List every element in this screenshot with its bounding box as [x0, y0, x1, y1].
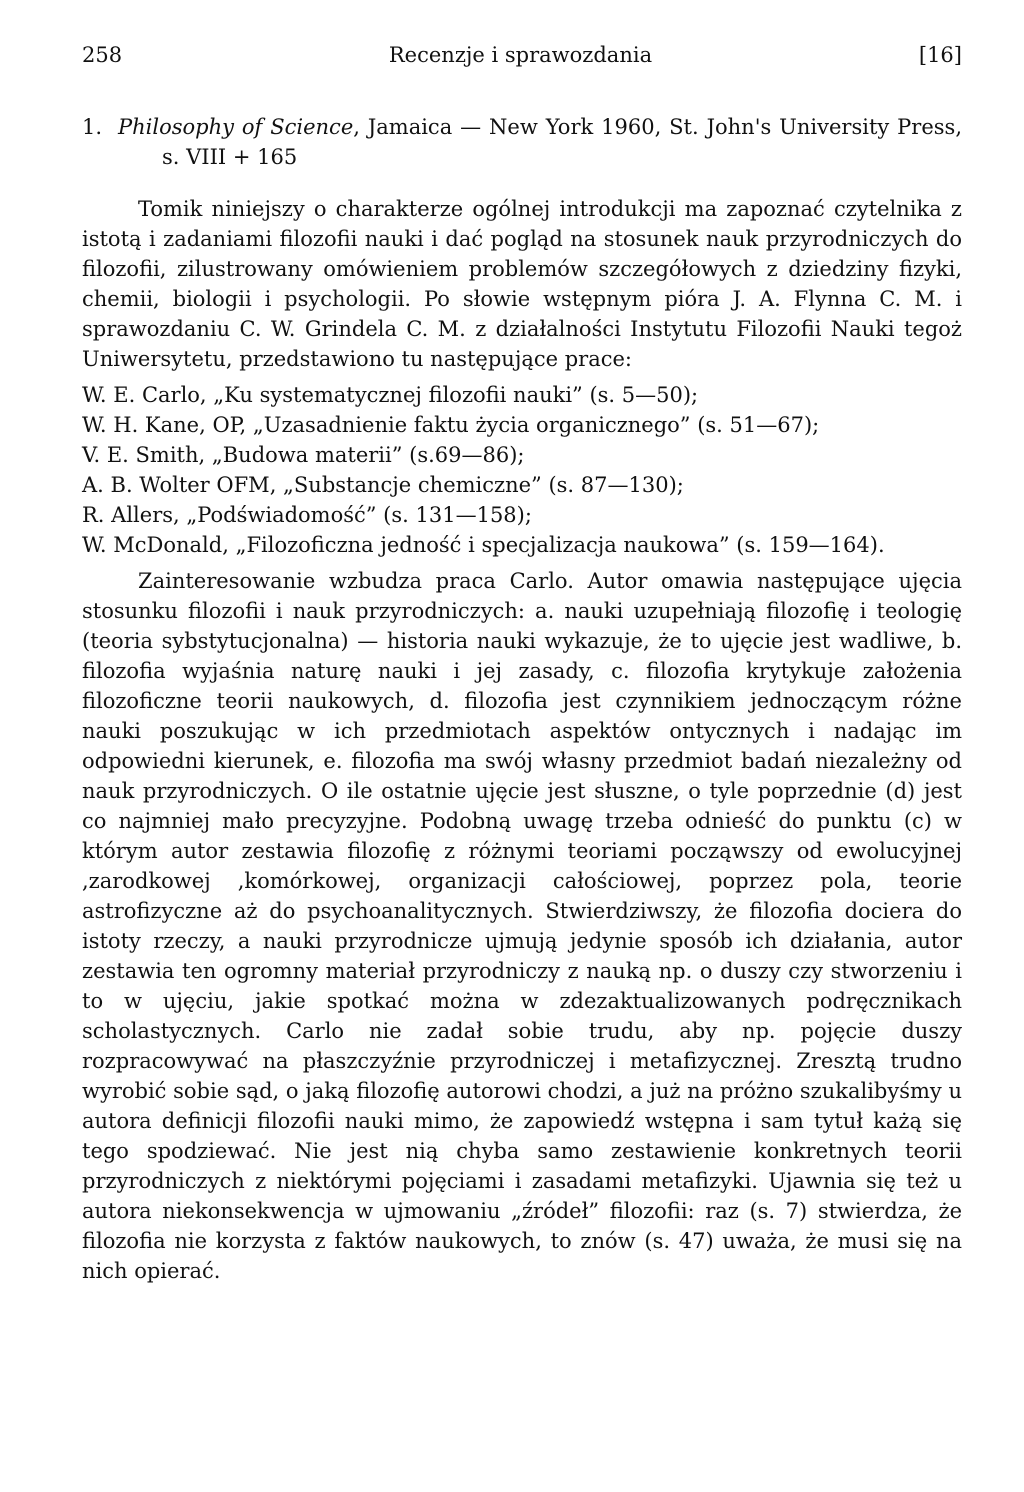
contents-item — [82, 440, 962, 470]
contents-item — [82, 500, 962, 530]
book-details: , Jamaica — New York 1960, St. John's University Press, s. VIII + 165 — [162, 115, 962, 169]
contents-item — [82, 380, 962, 410]
entry-number: 1. — [82, 115, 103, 139]
contents-item-text: W. McDonald, „Filozoficzna jedność i specjalizacja naukowa” (s. 159—164). — [82, 533, 885, 557]
contents-item-text: A. B. Wolter OFM, „Substancje chemiczne” (s. 87—130); — [82, 473, 684, 497]
contents-item — [82, 470, 962, 500]
contents-item-text: W. E. Carlo, „Ku systematycznej filozofii nauki” (s. 5—50); — [82, 383, 699, 407]
page-number: 258 — [82, 43, 123, 67]
document-page — [82, 40, 962, 1286]
analysis-paragraph: Zainteresowanie wzbudza praca Carlo. Autor omawia następujące ujęcia stosunku filozofii i nauk przyrodniczych: a. nauki uzupełniają filozofię i teologię (teoria sybstytucjonalna) — historia nauki wykazuje, że to ujęcie jest wadliwe, b. filozofia wyjaśnia naturę nauki i jej zasady, c. filozofia krytykuje założenia filozoficzne teorii naukowych, d. filozofia jest czynnikiem jednoczącym różne nauki poszukując w ich przedmiotach aspektów ontycznych i nadając im odpowiedni kierunek, e. filozofia ma swój własny przedmiot badań niezależny od nauk przyrodniczych. O ile ostatnie ujęcie jest słuszne, o tyle poprzednie (d) jest co najmniej mało precyzyjne. Podobną uwagę trzeba odnieść do punktu (c) w którym autor zestawia filozofię z różnymi teoriami począwszy od ewolucyjnej ,zarodkowej ,komórkowej, organizacji całościowej, poprzez pola, teorie astrofizyczne aż do psychoanalitycznych. Stwierdziwszy, że filozofia dociera do istoty rzeczy, a nauki przyrodnicze ujmują jedynie sposób ich działania, autor zestawia ten ogromny materiał przyrodniczy z nauką np. o duszy czy stworzeniu i to w ujęciu, jakie spotkać można w zdezaktualizowanych podręcznikach scholastycznych. Carlo nie zadał sobie trudu, aby np. pojęcie duszy rozpracowywać na płaszczyźnie przyrodniczej i metafizycznej. Zresztą trudno wyrobić sobie sąd, o jaką filozofię autorowi chodzi, a już na próżno szukalibyśmy u autora definicji filozofii nauki mimo, że zapowiedź wstępna i sam tytuł każą się tego spodziewać. Nie jest nią chyba samo zestawienie konkretnych teorii przyrodniczych z niektórymi pojęciami i zasadami metafizyki. Ujawnia się też u autora niekonsekwencja w ujmowaniu „źródeł” filozofii: raz (s. 7) stwierdza, że filozofia nie korzysta z faktów naukowych, to znów (s. 47) uważa, że musi się na nich opierać. — [82, 569, 962, 1283]
contents-item-text: W. H. Kane, OP, „Uzasadnienie faktu życia organicznego” (s. 51—67); — [82, 413, 820, 437]
contents-item — [82, 410, 962, 440]
book-title: Philosophy of Science — [118, 115, 354, 139]
contents-item-text: R. Allers, „Podświadomość” (s. 131—158); — [82, 503, 532, 527]
section-number: [16] — [918, 43, 962, 67]
bibliographic-entry — [82, 112, 962, 172]
running-title: Recenzje i sprawozdania — [388, 43, 653, 67]
intro-paragraph: Tomik niniejszy o charakterze ogólnej introdukcji ma zapoznać czytelnika z istotą i zadaniami filozofii nauki i dać pogląd na stosunek nauk przyrodniczych do filozofii, zilustrowany omówieniem problemów szczegółowych z dziedziny fizyki, chemii, biologii i psychologii. Po słowie wstępnym pióra J. A. Flynna C. M. i sprawozdaniu C. W. Grindela C. M. z działalności Instytutu Filozofii Nauki tegoż Uniwersytetu, przedstawiono tu następujące prace: — [82, 197, 962, 371]
contents-item — [82, 530, 962, 560]
contents-item-text: V. E. Smith, „Budowa materii” (s.69—86); — [82, 443, 525, 467]
contents-list — [82, 380, 962, 560]
running-head — [82, 40, 962, 76]
